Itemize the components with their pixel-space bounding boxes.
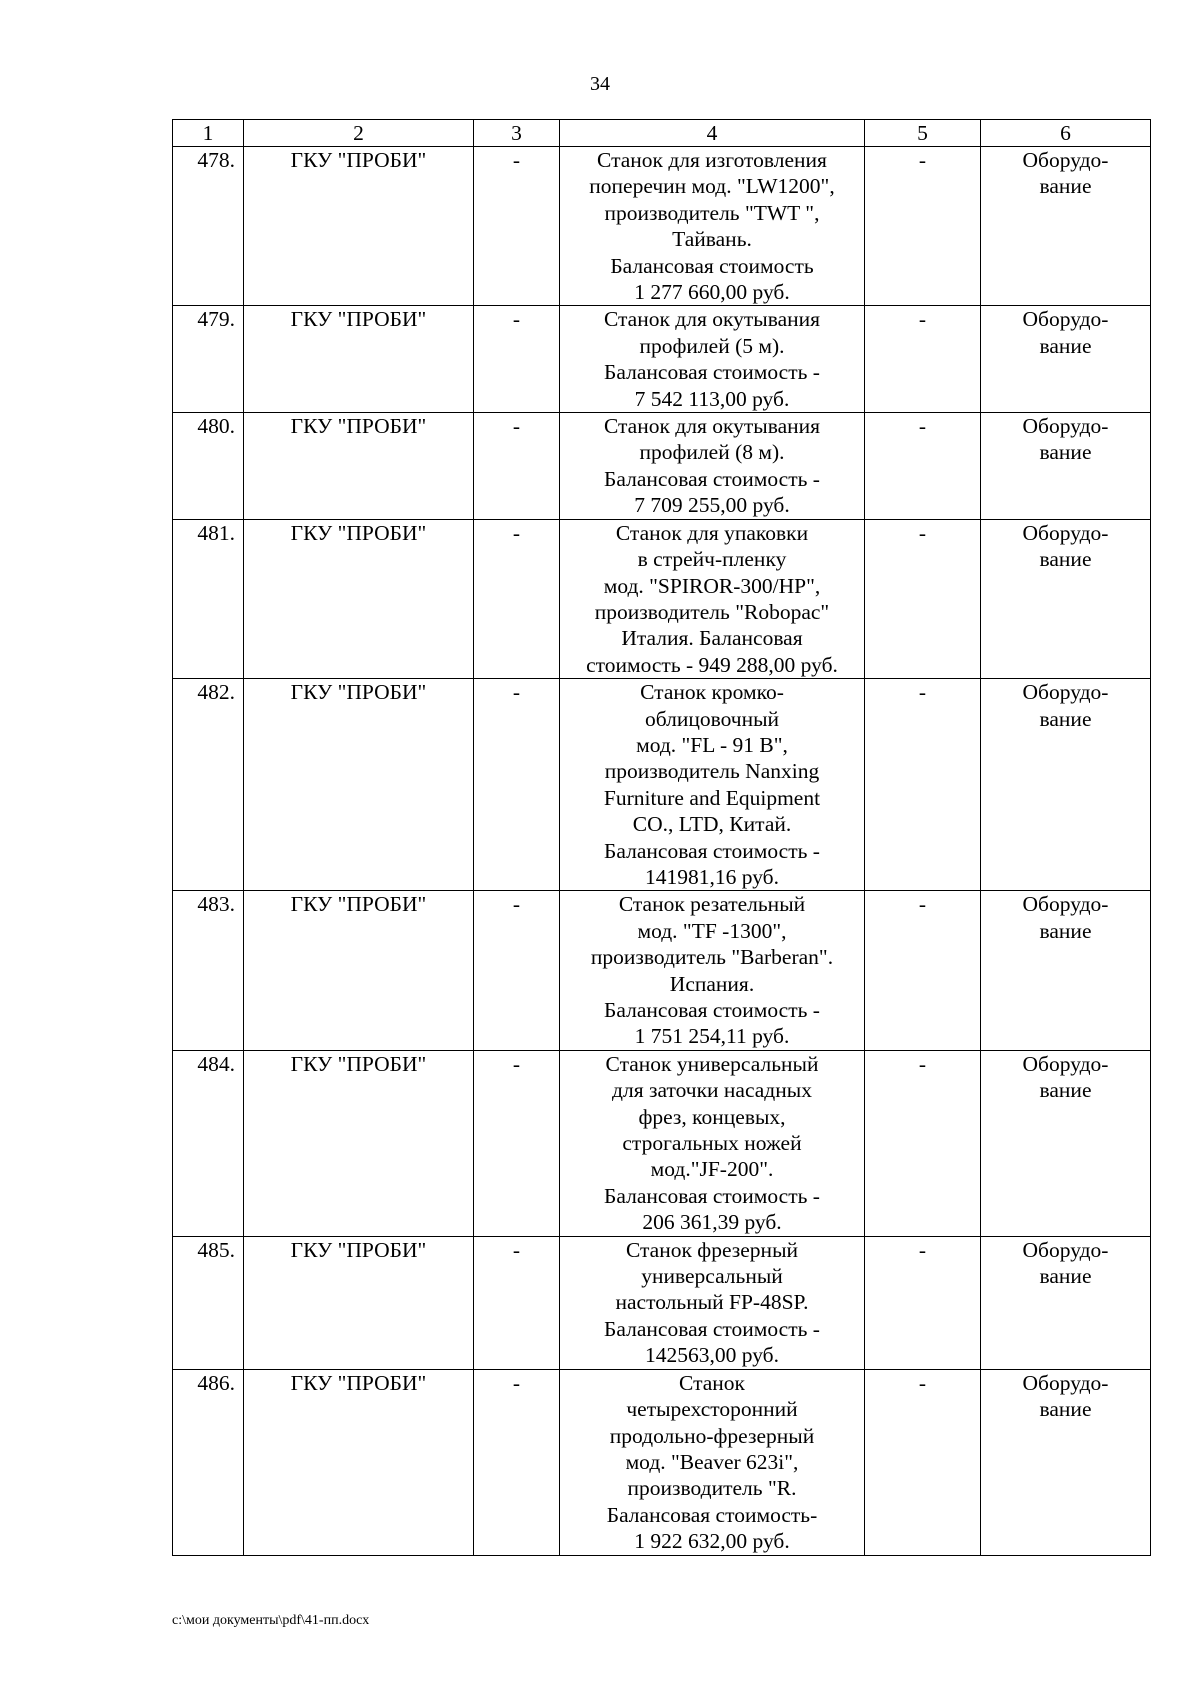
description-cell [560, 306, 865, 413]
description-cell-line: Тайвань. [672, 227, 752, 252]
description-cell-line: 142563,00 руб. [645, 1343, 779, 1368]
table-header-row [173, 120, 1151, 147]
description-cell [560, 679, 865, 891]
column-5-cell: - [865, 679, 981, 891]
description-cell [560, 413, 865, 520]
description-cell [560, 147, 865, 306]
description-cell [560, 519, 865, 678]
description-cell-line: производитель "Barberan". [590, 945, 834, 970]
column-5-cell: - [865, 891, 981, 1050]
column-3-cell: - [474, 891, 560, 1050]
row-number: 478. [173, 147, 244, 306]
description-cell-line: Furniture and Equipment [603, 785, 821, 810]
description-cell-line: профилей (8 м). [639, 440, 785, 465]
file-path-footer: c:\мои документы\pdf\41-пп.docx [172, 1613, 370, 1628]
table-row [173, 1050, 1151, 1236]
property-type-cell-line: Оборудо- [1022, 414, 1109, 439]
column-5-cell: - [865, 519, 981, 678]
description-cell-line: Станок универсальный [605, 1051, 819, 1076]
property-type-cell [981, 1236, 1151, 1369]
property-type-cell [981, 147, 1151, 306]
description-cell-line: стоимость - 949 288,00 руб. [586, 652, 838, 677]
property-type-cell [981, 1369, 1151, 1555]
header-cell-1: 1 [173, 120, 244, 147]
description-cell-line: Италия. Балансовая [621, 626, 803, 651]
property-type-cell-line: вание [1039, 333, 1092, 358]
table-row [173, 413, 1151, 520]
table-row [173, 679, 1151, 891]
description-cell-line: производитель "R. [627, 1476, 797, 1501]
description-cell-line: 7 709 255,00 руб. [634, 493, 790, 518]
property-type-cell [981, 679, 1151, 891]
property-type-cell-line: вание [1039, 1078, 1092, 1103]
description-cell-line: Испания. [669, 971, 755, 996]
header-cell-4: 4 [560, 120, 865, 147]
column-3-cell: - [474, 1050, 560, 1236]
column-5-cell: - [865, 413, 981, 520]
property-type-cell-line: Оборудо- [1022, 892, 1109, 917]
row-number: 485. [173, 1236, 244, 1369]
table-row [173, 306, 1151, 413]
organization-cell: ГКУ "ПРОБИ" [244, 1236, 474, 1369]
description-cell-line: 1 922 632,00 руб. [634, 1529, 790, 1554]
description-cell-line: мод."JF-200". [650, 1157, 774, 1182]
organization-cell: ГКУ "ПРОБИ" [244, 1369, 474, 1555]
property-type-cell [981, 413, 1151, 520]
description-cell-line: строгальных ножей [622, 1131, 802, 1156]
description-cell-line: 7 542 113,00 руб. [634, 386, 790, 411]
description-cell [560, 1236, 865, 1369]
column-5-cell: - [865, 306, 981, 413]
organization-cell: ГКУ "ПРОБИ" [244, 147, 474, 306]
property-type-cell-line: Оборудо- [1022, 307, 1109, 332]
description-cell-line: Балансовая стоимость - [604, 466, 820, 491]
description-cell-line: Станок для окутывания [603, 307, 821, 332]
property-table [172, 119, 1151, 1556]
description-cell-line: Станок для упаковки [615, 520, 809, 545]
column-5-cell: - [865, 1236, 981, 1369]
organization-cell: ГКУ "ПРОБИ" [244, 306, 474, 413]
row-number: 479. [173, 306, 244, 413]
description-cell-line: мод. "SPIROR-300/HP", [603, 573, 821, 598]
property-type-cell [981, 1050, 1151, 1236]
description-cell-line: настольный FP-48SP. [615, 1290, 809, 1315]
table-row [173, 1369, 1151, 1555]
row-number: 481. [173, 519, 244, 678]
property-type-cell-line: вание [1039, 918, 1092, 943]
column-5-cell: - [865, 1369, 981, 1555]
description-cell-line: 1 751 254,11 руб. [634, 1024, 790, 1049]
description-cell-line: профилей (5 м). [639, 333, 785, 358]
description-cell [560, 1050, 865, 1236]
description-cell-line: CO., LTD, Китай. [632, 812, 792, 837]
property-type-cell-line: вание [1039, 1397, 1092, 1422]
description-cell-line: Станок для изготовления [597, 148, 827, 172]
row-number: 480. [173, 413, 244, 520]
column-3-cell: - [474, 413, 560, 520]
page-number: 34 [590, 73, 610, 95]
organization-cell: ГКУ "ПРОБИ" [244, 1050, 474, 1236]
description-cell [560, 1369, 865, 1555]
header-cell-6: 6 [981, 120, 1151, 147]
header-cell-3: 3 [474, 120, 560, 147]
property-type-cell-line: вание [1039, 1264, 1092, 1289]
header-cell-2: 2 [244, 120, 474, 147]
description-cell-line: Станок для окутывания [603, 414, 821, 439]
property-type-cell-line: вание [1039, 706, 1092, 731]
row-number: 483. [173, 891, 244, 1050]
organization-cell: ГКУ "ПРОБИ" [244, 679, 474, 891]
column-3-cell: - [474, 519, 560, 678]
table-row [173, 147, 1151, 306]
description-cell-line: Балансовая стоимость - [604, 360, 820, 385]
organization-cell: ГКУ "ПРОБИ" [244, 413, 474, 520]
property-type-cell [981, 306, 1151, 413]
property-type-cell-line: вание [1039, 440, 1092, 465]
description-cell-line: Балансовая стоимость- [606, 1502, 818, 1527]
description-cell [560, 891, 865, 1050]
description-cell-line: Станок [679, 1370, 745, 1395]
description-cell-line: мод. "Beaver 623i", [625, 1449, 799, 1474]
column-3-cell: - [474, 1236, 560, 1369]
property-type-cell-line: вание [1039, 547, 1092, 572]
property-type-cell [981, 891, 1151, 1050]
description-cell-line: для заточки насадных [612, 1078, 812, 1103]
column-3-cell: - [474, 679, 560, 891]
organization-cell: ГКУ "ПРОБИ" [244, 891, 474, 1050]
description-cell-line: 141981,16 руб. [645, 864, 779, 889]
description-cell-line: 1 277 660,00 руб. [634, 280, 790, 305]
description-cell-line: Балансовая стоимость - [604, 1183, 820, 1208]
description-cell-line: поперечин мод. "LW1200", [589, 174, 835, 199]
description-cell-line: Станок кромко- [640, 680, 784, 705]
description-cell-line: производитель Nanxing [604, 759, 820, 784]
property-type-cell-line: Оборудо- [1022, 148, 1109, 172]
description-cell-line: 206 361,39 руб. [642, 1210, 782, 1235]
description-cell-line: Балансовая стоимость - [604, 1316, 820, 1341]
description-cell-line: производитель "Robopac" [594, 599, 830, 624]
property-type-cell-line: Оборудо- [1022, 520, 1109, 545]
table-row [173, 519, 1151, 678]
column-3-cell: - [474, 1369, 560, 1555]
description-cell-line: четырехсторонний [626, 1397, 798, 1422]
description-cell-line: Станок резательный [618, 892, 806, 917]
row-number: 482. [173, 679, 244, 891]
column-5-cell: - [865, 1050, 981, 1236]
header-cell-5: 5 [865, 120, 981, 147]
property-type-cell-line: Оборудо- [1022, 680, 1109, 705]
column-5-cell: - [865, 147, 981, 306]
property-type-cell-line: вание [1039, 174, 1092, 199]
property-type-cell-line: Оборудо- [1022, 1051, 1109, 1076]
description-cell-line: мод. "TF -1300", [637, 918, 787, 943]
table-row [173, 1236, 1151, 1369]
description-cell-line: производитель "TWT ", [604, 200, 820, 225]
description-cell-line: продольно-фрезерный [609, 1423, 815, 1448]
description-cell-line: универсальный [641, 1264, 783, 1289]
description-cell-line: Балансовая стоимость [610, 253, 814, 278]
property-type-cell [981, 519, 1151, 678]
description-cell-line: мод. "FL - 91 B", [636, 732, 788, 757]
row-number: 484. [173, 1050, 244, 1236]
description-cell-line: в стрейч-пленку [637, 547, 787, 572]
column-3-cell: - [474, 147, 560, 306]
organization-cell: ГКУ "ПРОБИ" [244, 519, 474, 678]
description-cell-line: Станок фрезерный [625, 1237, 799, 1262]
row-number: 486. [173, 1369, 244, 1555]
description-cell-line: облицовочный [644, 706, 780, 731]
description-cell-line: Балансовая стоимость - [604, 998, 820, 1022]
description-cell-line: Балансовая стоимость - [604, 838, 820, 863]
property-type-cell-line: Оборудо- [1022, 1370, 1109, 1395]
table-row [173, 891, 1151, 1050]
column-3-cell: - [474, 306, 560, 413]
description-cell-line: фрез, концевых, [638, 1104, 786, 1129]
property-type-cell-line: Оборудо- [1022, 1237, 1109, 1262]
